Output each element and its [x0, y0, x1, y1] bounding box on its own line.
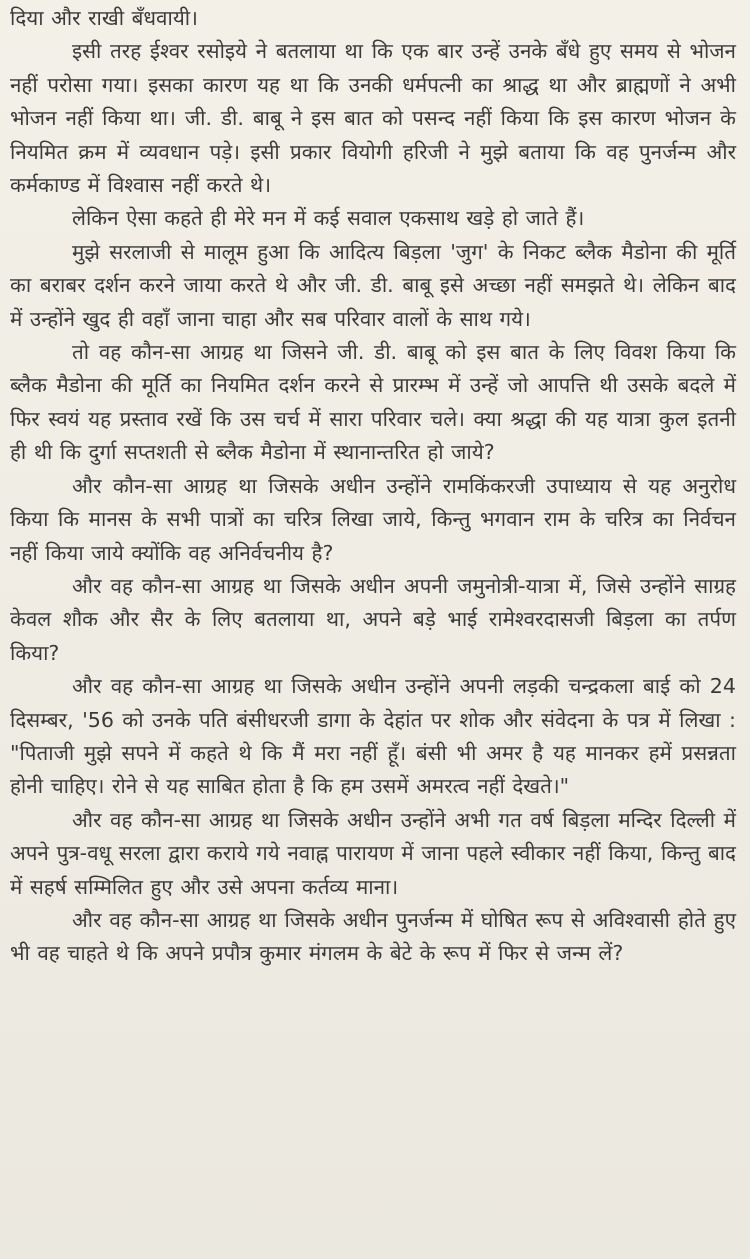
paragraph-10: और वह कौन-सा आग्रह था जिसके अधीन पुनर्जन्म में घोषित रूप से अविश्वासी होते हुए भी वह चाहते थे कि अपने प्रपौत्र कुमार मंगलम के बेटे के रूप में फिर से जन्म लें? — [10, 907, 736, 966]
paragraph-2: इसी तरह ईश्वर रसोइये ने बतलाया था कि एक बार उन्हें उनके बँधे हुए समय से भोजन नहीं परोसा गया। इसका कारण यह था कि उनकी धर्मपत्नी का श्राद्ध था और ब्राह्मणों ने अभी भोजन नहीं किया था। जी. डी. बाबू ने इस बात को पसन्द नहीं किया कि इस कारण भोजन के नियमित क्रम में व्यवधान पड़े। इसी प्रकार वियोगी हरिजी ने मुझे बताया कि वह पुनर्जन्म और कर्मकाण्ड में विश्वास नहीं करते थे। — [10, 39, 736, 198]
paragraph-3: लेकिन ऐसा कहते ही मेरे मन में कई सवाल एकसाथ खड़े हो जाते हैं। — [72, 206, 585, 231]
paragraph-9: और वह कौन-सा आग्रह था जिसके अधीन उन्होंने अभी गत वर्ष बिड़ला मन्दिर दिल्ली में अपने पुत्र-वधू सरला द्वारा कराये गये नवाह्न पारायण में जाना पहले स्वीकार नहीं किया, किन्तु बाद में सहर्ष सम्मिलित हुए और उसे अपना कर्तव्य माना। — [10, 807, 736, 899]
paragraph-7: और वह कौन-सा आग्रह था जिसके अधीन अपनी जमुनोत्री-यात्रा में, जिसे उन्होंने साग्रह केवल शौक और सैर के लिए बतलाया था, अपने बड़े भाई रामेश्वरदासजी बिड़ला का तर्पण किया? — [10, 573, 736, 665]
paragraph-4: मुझे सरलाजी से मालूम हुआ कि आदित्य बिड़ला 'जुग' के निकट ब्लैक मैडोना की मूर्ति का बराबर दर्शन करने जाया करते थे और जी. डी. बाबू इसे अच्छा नहीं समझते थे। लेकिन बाद में उन्होंने खुद ही वहाँ जाना चाहा और सब परिवार वालों के साथ गये। — [10, 239, 736, 331]
paragraph-1: दिया और राखी बँधवायी। — [10, 6, 198, 30]
paragraph-8: और वह कौन-सा आग्रह था जिसके अधीन उन्होंने अपनी लड़की चन्द्रकला बाई को 24 दिसम्बर, '56 को उनके पति बंसीधरजी डागा के देहांत पर शोक और संवेदना के पत्र में लिखा : "पिताजी मुझे सपने में कहते थे कि मैं मरा नहीं हूँ। बंसी भी अमर है यह मानकर हमें प्रसन्नता होनी चाहिए। रोने से यह साबित होता है कि हम उसमें अमरत्व नहीं देखते।" — [10, 674, 736, 799]
paragraph-5: तो वह कौन-सा आग्रह था जिसने जी. डी. बाबू को इस बात के लिए विवश किया कि ब्लैक मैडोना की मूर्ति का नियमित दर्शन करने से प्रारम्भ में उन्हें जो आपत्ति थी उसके बदले में फिर स्वयं यह प्रस्ताव रखें कि उस चर्च में सारा परिवार चले। क्या श्रद्धा की यह यात्रा कुल इतनी ही थी कि दुर्गा सप्तशती से ब्लैक मैडोना में स्थानान्तरित हो जाये? — [10, 340, 736, 465]
paragraph-6: और कौन-सा आग्रह था जिसके अधीन उन्होंने रामकिंकरजी उपाध्याय से यह अनुरोध किया कि मानस के सभी पात्रों का चरित्र लिखा जाये, किन्तु भगवान राम के चरित्र का निर्वचन नहीं किया जाये क्योंकि वह अनिर्वचनीय है? — [10, 473, 736, 565]
